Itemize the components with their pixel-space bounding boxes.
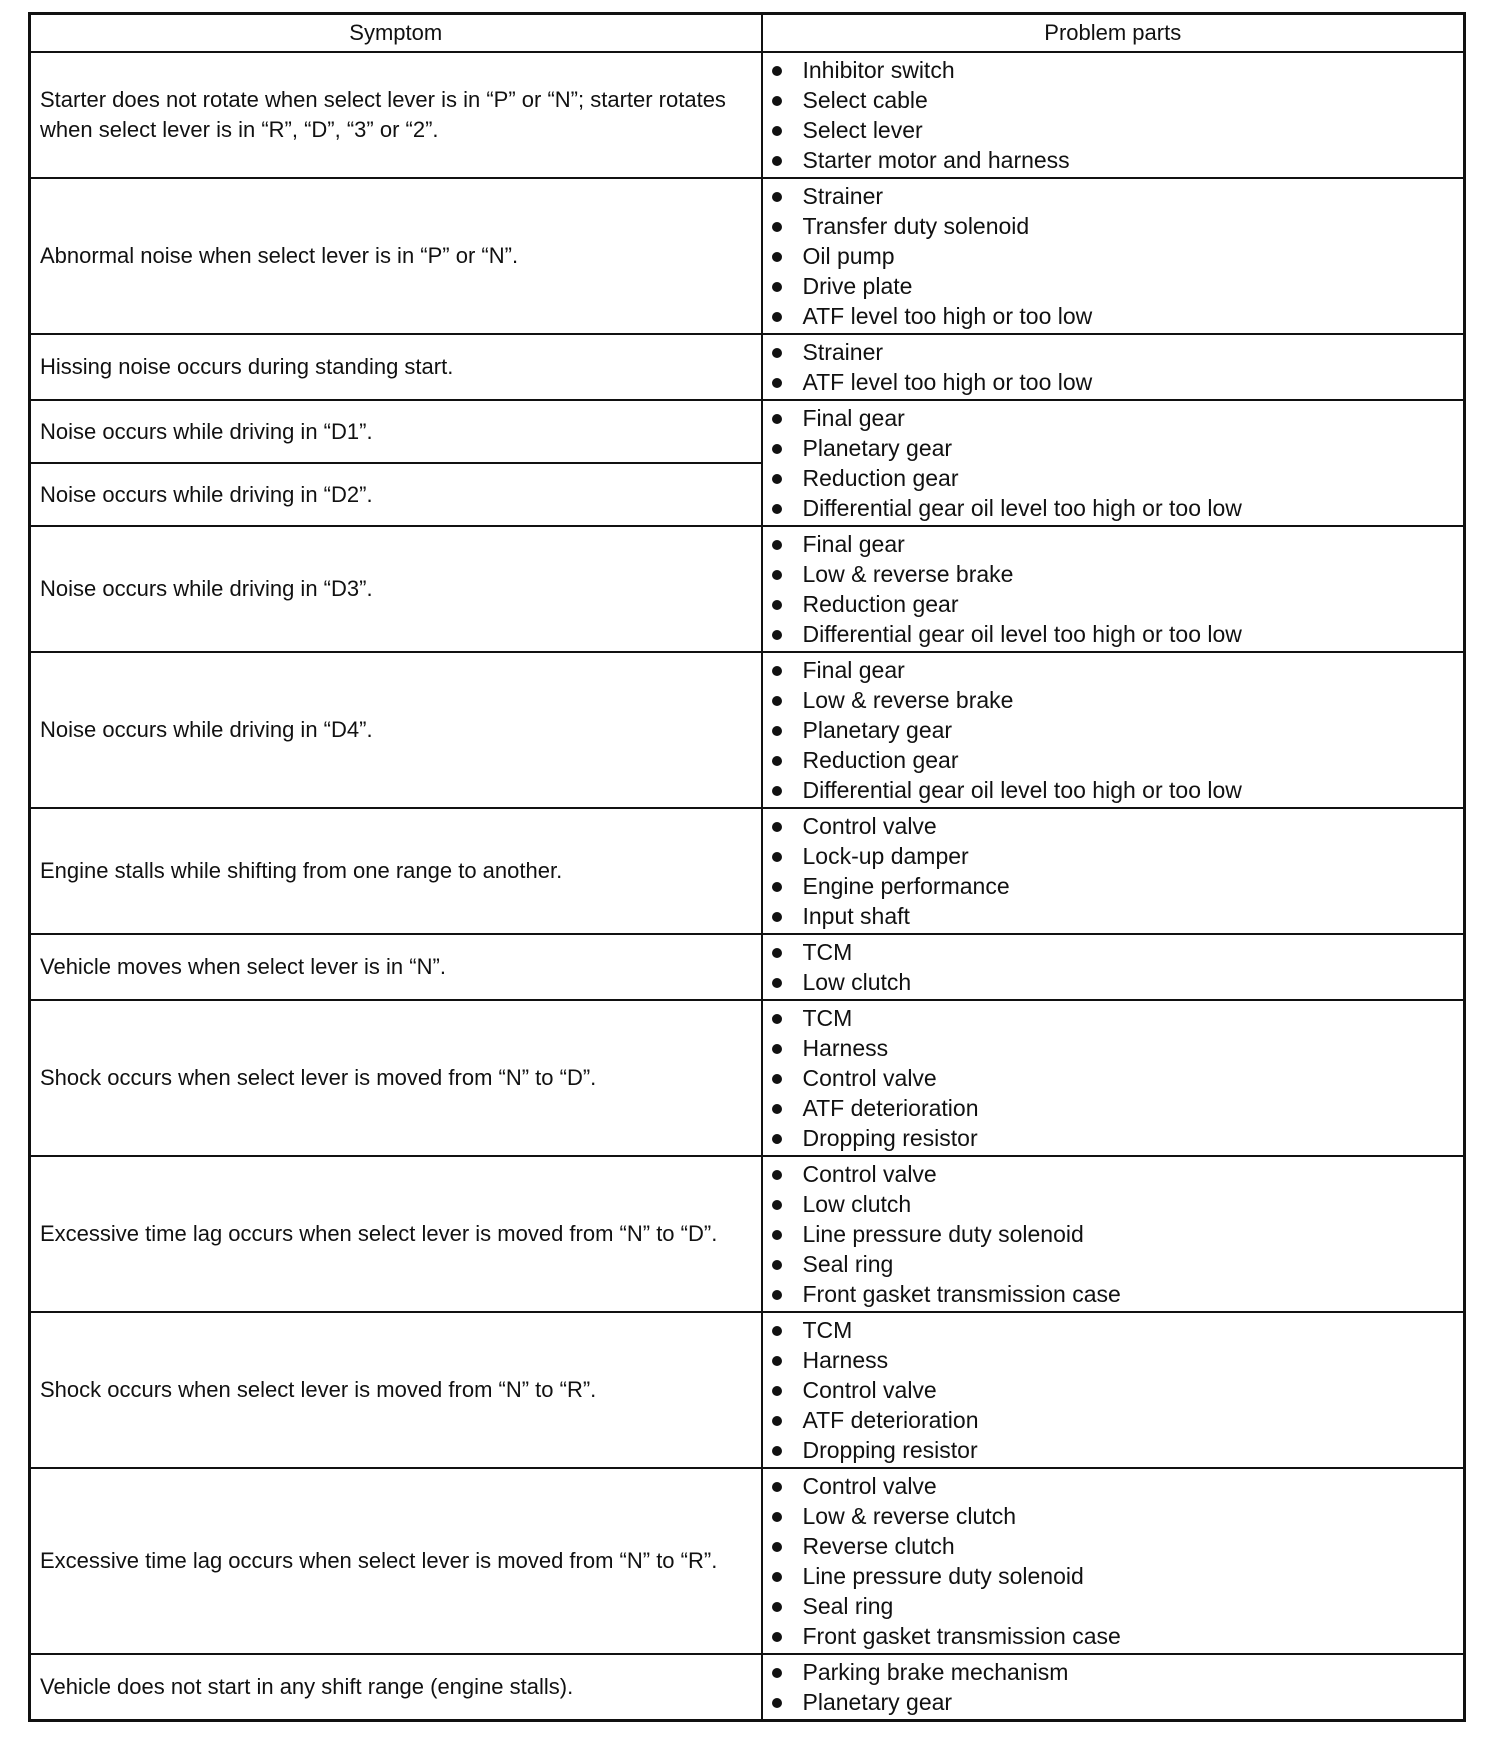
problem-parts-list: [772, 935, 1455, 999]
problem-parts-list: [772, 809, 1455, 933]
problem-part-item: Low & reverse brake: [772, 559, 1455, 589]
problem-part-item: TCM: [772, 1315, 1455, 1345]
problem-part-item: Differential gear oil level too high or too low: [772, 619, 1455, 649]
problem-part-item: Final gear: [772, 655, 1455, 685]
problem-parts-list: [772, 53, 1455, 177]
symptom-cell: Noise occurs while driving in “D4”.: [30, 652, 762, 808]
problem-parts-cell: [762, 934, 1465, 1000]
problem-part-item: Reduction gear: [772, 463, 1455, 493]
problem-part-item: Low clutch: [772, 1189, 1455, 1219]
problem-part-item: Final gear: [772, 403, 1455, 433]
problem-part-item: Seal ring: [772, 1591, 1455, 1621]
problem-part-item: TCM: [772, 1003, 1455, 1033]
symptom-cell: Noise occurs while driving in “D1”.: [30, 400, 762, 463]
problem-parts-cell: [762, 1156, 1465, 1312]
problem-part-item: Line pressure duty solenoid: [772, 1219, 1455, 1249]
symptom-cell: Hissing noise occurs during standing start.: [30, 334, 762, 400]
problem-parts-list: [772, 401, 1455, 525]
problem-part-item: Inhibitor switch: [772, 55, 1455, 85]
symptom-cell: Abnormal noise when select lever is in “P” or “N”.: [30, 178, 762, 334]
problem-part-item: Control valve: [772, 1471, 1455, 1501]
problem-part-item: Control valve: [772, 1375, 1455, 1405]
problem-part-item: Strainer: [772, 181, 1455, 211]
problem-parts-cell: [762, 808, 1465, 934]
table-row: [30, 1156, 1465, 1312]
problem-parts-column-header: Problem parts: [762, 14, 1465, 53]
problem-part-item: Harness: [772, 1345, 1455, 1375]
problem-part-item: ATF deterioration: [772, 1405, 1455, 1435]
problem-part-item: Oil pump: [772, 241, 1455, 271]
problem-part-item: Control valve: [772, 1159, 1455, 1189]
problem-part-item: Reduction gear: [772, 745, 1455, 775]
problem-part-item: Line pressure duty solenoid: [772, 1561, 1455, 1591]
problem-part-item: ATF level too high or too low: [772, 367, 1455, 397]
table-row: [30, 1000, 1465, 1156]
table-body: [30, 52, 1465, 1721]
problem-part-item: Input shaft: [772, 901, 1455, 931]
symptom-cell: Shock occurs when select lever is moved from “N” to “R”.: [30, 1312, 762, 1468]
problem-part-item: Control valve: [772, 1063, 1455, 1093]
symptom-column-header: Symptom: [30, 14, 762, 53]
problem-parts-cell: [762, 1654, 1465, 1721]
symptom-cell: Vehicle does not start in any shift range (engine stalls).: [30, 1654, 762, 1721]
problem-parts-cell: [762, 52, 1465, 178]
problem-parts-cell: [762, 400, 1465, 526]
symptom-cell: Excessive time lag occurs when select lever is moved from “N” to “R”.: [30, 1468, 762, 1654]
problem-part-item: Reverse clutch: [772, 1531, 1455, 1561]
troubleshooting-sheet: [28, 12, 1466, 1722]
problem-part-item: Front gasket transmission case: [772, 1279, 1455, 1309]
problem-part-item: Seal ring: [772, 1249, 1455, 1279]
problem-part-item: Select cable: [772, 85, 1455, 115]
problem-part-item: Differential gear oil level too high or too low: [772, 493, 1455, 523]
problem-part-item: Drive plate: [772, 271, 1455, 301]
problem-part-item: Control valve: [772, 811, 1455, 841]
problem-part-item: Parking brake mechanism: [772, 1657, 1455, 1687]
symptom-cell: Noise occurs while driving in “D2”.: [30, 463, 762, 526]
problem-part-item: Strainer: [772, 337, 1455, 367]
problem-part-item: Reduction gear: [772, 589, 1455, 619]
problem-part-item: Transfer duty solenoid: [772, 211, 1455, 241]
symptom-cell: Noise occurs while driving in “D3”.: [30, 526, 762, 652]
problem-parts-cell: [762, 1468, 1465, 1654]
problem-parts-list: [772, 1655, 1455, 1719]
problem-part-item: Harness: [772, 1033, 1455, 1063]
problem-parts-cell: [762, 178, 1465, 334]
problem-parts-list: [772, 1469, 1455, 1653]
troubleshooting-table: [28, 12, 1466, 1722]
problem-part-item: Lock-up damper: [772, 841, 1455, 871]
symptom-cell: Engine stalls while shifting from one range to another.: [30, 808, 762, 934]
problem-parts-cell: [762, 1000, 1465, 1156]
problem-parts-list: [772, 1313, 1455, 1467]
problem-parts-cell: [762, 1312, 1465, 1468]
table-row: [30, 334, 1465, 400]
table-row: [30, 178, 1465, 334]
symptom-cell: Excessive time lag occurs when select lever is moved from “N” to “D”.: [30, 1156, 762, 1312]
problem-part-item: Planetary gear: [772, 433, 1455, 463]
problem-parts-list: [772, 1157, 1455, 1311]
problem-part-item: Dropping resistor: [772, 1123, 1455, 1153]
problem-part-item: Differential gear oil level too high or too low: [772, 775, 1455, 805]
problem-part-item: TCM: [772, 937, 1455, 967]
symptom-cell: Vehicle moves when select lever is in “N”.: [30, 934, 762, 1000]
problem-parts-list: [772, 527, 1455, 651]
problem-part-item: Low & reverse clutch: [772, 1501, 1455, 1531]
table-row: [30, 526, 1465, 652]
problem-part-item: Low & reverse brake: [772, 685, 1455, 715]
problem-part-item: Front gasket transmission case: [772, 1621, 1455, 1651]
problem-part-item: ATF deterioration: [772, 1093, 1455, 1123]
table-row: [30, 52, 1465, 178]
problem-parts-list: [772, 335, 1455, 399]
problem-parts-list: [772, 1001, 1455, 1155]
table-row: [30, 808, 1465, 934]
problem-part-item: Planetary gear: [772, 715, 1455, 745]
problem-part-item: Dropping resistor: [772, 1435, 1455, 1465]
table-header-row: [30, 14, 1465, 53]
problem-part-item: Select lever: [772, 115, 1455, 145]
problem-parts-list: [772, 179, 1455, 333]
table-row: [30, 1312, 1465, 1468]
problem-part-item: Starter motor and harness: [772, 145, 1455, 175]
problem-parts-list: [772, 653, 1455, 807]
table-row: [30, 652, 1465, 808]
table-row: [30, 1468, 1465, 1654]
problem-part-item: Final gear: [772, 529, 1455, 559]
table-row: [30, 1654, 1465, 1721]
problem-part-item: Low clutch: [772, 967, 1455, 997]
problem-parts-cell: [762, 652, 1465, 808]
problem-part-item: Engine performance: [772, 871, 1455, 901]
problem-parts-cell: [762, 526, 1465, 652]
problem-parts-cell: [762, 334, 1465, 400]
table-row: [30, 400, 1465, 463]
table-row: [30, 934, 1465, 1000]
symptom-cell: Shock occurs when select lever is moved from “N” to “D”.: [30, 1000, 762, 1156]
problem-part-item: ATF level too high or too low: [772, 301, 1455, 331]
problem-part-item: Planetary gear: [772, 1687, 1455, 1717]
symptom-cell: Starter does not rotate when select lever is in “P” or “N”; starter rotates when select lever is in “R”, “D”, “3” or “2”.: [30, 52, 762, 178]
